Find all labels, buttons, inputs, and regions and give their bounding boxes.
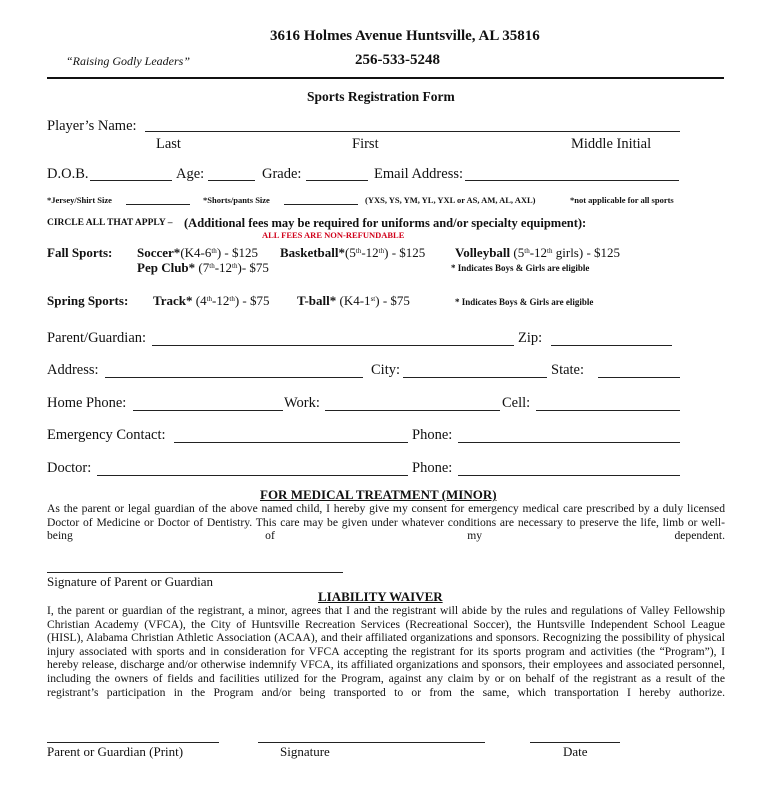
last-label: Last: [156, 136, 181, 152]
dob-label: D.O.B.: [47, 166, 89, 182]
home-phone-field[interactable]: [133, 410, 283, 411]
parent-guardian-label: Parent/Guardian:: [47, 330, 147, 346]
signature-field[interactable]: [258, 742, 485, 743]
track-sup2: th: [229, 295, 235, 303]
doctor-label: Doctor:: [47, 460, 92, 476]
grade-label: Grade:: [262, 166, 302, 182]
school-phone: 256-533-5248: [355, 52, 440, 68]
grade-field[interactable]: [306, 180, 368, 181]
medical-heading: FOR MEDICAL TREATMENT (MINOR): [260, 487, 497, 502]
zip-field[interactable]: [551, 345, 672, 346]
nonrefundable-note: ALL FEES ARE NON-REFUNDABLE: [262, 230, 405, 240]
work-phone-field[interactable]: [325, 410, 500, 411]
waiver-text: I, the parent or guardian of the registrant, a minor, agrees that I and the registrant will abide by the rules and regulations of Valley Fellowship Christian Academy (VFCA), the City of Huntsville Recreation Services (Recreational Soccer), the Huntsville Independent School League (HISL), Alabama Christian Athletic Association (ACAA), and their affiliated organizations and sponsors. Recognizing the possibility of physical injury associated with sports and in consideration for VFCA accepting the registrant for its sports program and activities (the “Program”), I hereby release, discharge and/or otherwise indemnify VFCA, its affiliated organizations and sponsors, their employees and associated personnel, including the owners of fields and facilities utilized for the Program, against any claim by or on behalf of the registrant as a result of the registrant’s participation in the Program and/or being transported to or from the same, which transportation I hereby authorize.: [47, 604, 725, 699]
shorts-size-field[interactable]: [284, 204, 358, 205]
pep-club-sup2: th: [232, 262, 238, 270]
fall-sports-label: Fall Sports:: [47, 245, 113, 260]
track-name: Track*: [153, 293, 193, 308]
basketball-sup1: th: [355, 247, 362, 255]
pep-club-option[interactable]: [137, 260, 269, 276]
form-title: Sports Registration Form: [307, 89, 455, 104]
zip-label: Zip:: [518, 330, 543, 346]
city-field[interactable]: [403, 377, 547, 378]
circle-instruction: CIRCLE ALL THAT APPLY –: [47, 218, 173, 228]
doctor-phone-field[interactable]: [458, 475, 680, 476]
basketball-detail-2: -12: [361, 245, 379, 260]
date-label: Date: [563, 744, 588, 759]
city-label: City:: [371, 362, 401, 378]
signature-label: Signature: [280, 744, 330, 759]
soccer-sup: th: [211, 247, 217, 255]
date-field[interactable]: [530, 742, 620, 743]
volleyball-name: Volleyball: [455, 245, 511, 260]
pep-club-detail-3: )- $75: [237, 260, 269, 275]
pep-club-detail-1: (7: [195, 260, 210, 275]
first-label: First: [352, 136, 379, 152]
fall-eligibility-note: * Indicates Boys & Girls are eligible: [451, 263, 590, 273]
soccer-name: Soccer*: [137, 245, 181, 260]
header-divider: [47, 77, 724, 79]
volleyball-detail-1: (5: [510, 245, 525, 260]
jersey-size-label: *Jersey/Shirt Size: [47, 195, 112, 205]
basketball-name: Basketball*: [280, 245, 346, 260]
pep-club-detail-2: -12: [214, 260, 233, 275]
tball-sup: st: [370, 295, 376, 303]
tball-detail-1: (K4-1: [336, 293, 371, 308]
soccer-detail-2: ) - $125: [216, 245, 258, 260]
track-detail-2: -12: [212, 293, 230, 308]
tball-name: T-ball*: [297, 293, 337, 308]
school-motto: “Raising Godly Leaders”: [66, 54, 191, 68]
parent-signature-field[interactable]: [47, 572, 343, 573]
volleyball-detail-2: -12: [529, 245, 548, 260]
cell-phone-label: Cell:: [502, 395, 531, 411]
basketball-detail-3: ) - $125: [384, 245, 426, 260]
spring-sports-label: Spring Sports:: [47, 293, 129, 308]
volleyball-sup2: th: [547, 247, 553, 255]
track-sup1: th: [206, 295, 213, 303]
player-name-field[interactable]: [145, 131, 680, 132]
size-options: (YXS, YS, YM, YL, YXL or AS, AM, AL, AXL): [365, 195, 536, 205]
basketball-option[interactable]: [280, 245, 425, 261]
emergency-contact-label: Emergency Contact:: [47, 427, 166, 443]
fees-note: (Additional fees may be required for uniforms and/or specialty equipment):: [184, 216, 587, 230]
state-label: State:: [551, 362, 585, 378]
home-phone-label: Home Phone:: [47, 395, 127, 411]
track-option[interactable]: [153, 293, 270, 309]
player-name-label: Player’s Name:: [47, 118, 137, 134]
address-label: Address:: [47, 362, 99, 378]
basketball-sup2: th: [378, 247, 385, 255]
emergency-phone-label: Phone:: [412, 427, 453, 443]
medical-consent-text: As the parent or legal guardian of the above named child, I hereby give my consent for emergency medical care prescribed by a duly licensed Doctor of Medicine or Doctor of Dentistry. This care may be given under whatever conditions are necessary to preserve the life, limb or well-being of my dependent.: [47, 502, 725, 543]
tball-detail-2: ) - $75: [375, 293, 410, 308]
track-detail-3: ) - $75: [234, 293, 270, 308]
pep-club-sup1: th: [209, 262, 215, 270]
address-field[interactable]: [105, 377, 363, 378]
work-phone-label: Work:: [284, 395, 320, 411]
state-field[interactable]: [598, 377, 680, 378]
dob-field[interactable]: [90, 180, 172, 181]
doctor-phone-label: Phone:: [412, 460, 453, 476]
emergency-phone-field[interactable]: [458, 442, 680, 443]
spring-eligibility-note: * Indicates Boys & Girls are eligible: [455, 297, 594, 307]
volleyball-sup1: th: [524, 247, 530, 255]
email-label: Email Address:: [374, 166, 464, 182]
doctor-field[interactable]: [97, 475, 408, 476]
age-label: Age:: [176, 166, 205, 182]
parent-signature-label: Signature of Parent or Guardian: [47, 574, 214, 589]
cell-phone-field[interactable]: [536, 410, 680, 411]
print-name-field[interactable]: [47, 742, 219, 743]
age-field[interactable]: [208, 180, 255, 181]
pep-club-name: Pep Club*: [137, 260, 196, 275]
size-note: *not applicable for all sports: [570, 195, 674, 205]
basketball-detail-1: (5: [345, 245, 356, 260]
emergency-contact-field[interactable]: [174, 442, 408, 443]
parent-guardian-field[interactable]: [152, 345, 514, 346]
volleyball-option[interactable]: [455, 245, 620, 261]
track-detail-1: (4: [192, 293, 207, 308]
tball-option[interactable]: [297, 293, 410, 309]
waiver-heading: LIABILITY WAIVER: [318, 589, 443, 604]
print-name-label: Parent or Guardian (Print): [47, 744, 184, 759]
shorts-size-label: *Shorts/pants Size: [203, 195, 270, 205]
jersey-size-field[interactable]: [126, 204, 190, 205]
school-address: 3616 Holmes Avenue Huntsville, AL 35816: [270, 28, 540, 44]
soccer-detail-1: (K4-6: [180, 245, 212, 260]
email-field[interactable]: [465, 180, 679, 181]
middle-initial-label: Middle Initial: [571, 136, 652, 152]
soccer-option[interactable]: [137, 245, 258, 261]
volleyball-detail-3: girls) - $125: [552, 245, 621, 260]
